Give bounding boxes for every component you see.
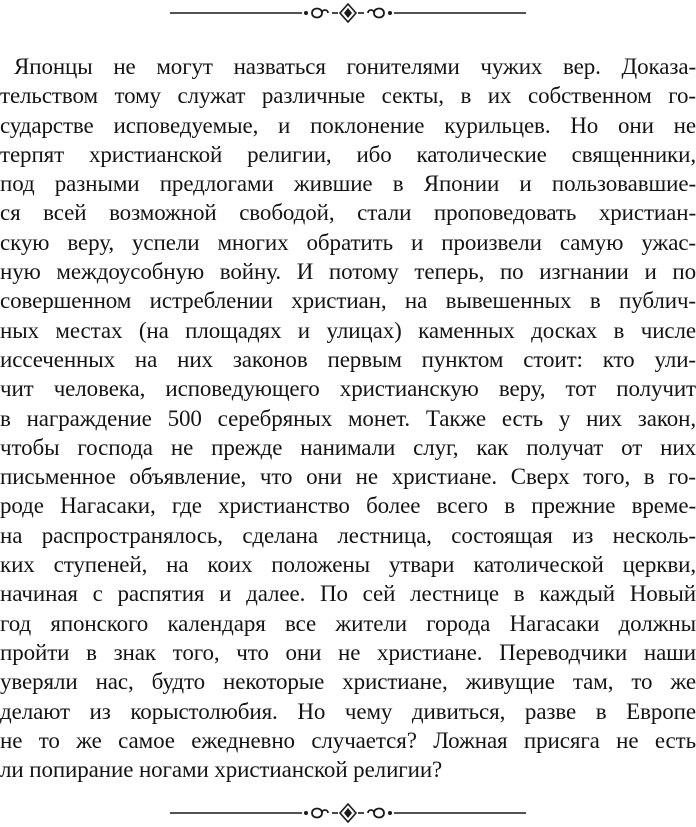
text-line: уверяли нас, будто некоторые христиане, живущие там, то же xyxy=(0,669,696,695)
body-text xyxy=(0,52,696,784)
text-line: ли попирание ногами христианской религии? xyxy=(0,757,443,783)
text-line: Японцы не могут назваться гонителями чужих вер. Доказа- xyxy=(14,54,696,79)
text-line: тельством тому служат различные секты, в их собственном го- xyxy=(0,83,696,109)
text-line: ся всей возможной свободой, стали проповедовать христиан- xyxy=(0,200,696,226)
text-line: делают из корыстолюбия. Но чему дивиться, разве в Европе xyxy=(0,698,696,724)
text-line: совершенном истреблении христиан, на вывешенных в публич- xyxy=(0,288,696,314)
text-line: начиная с распятия и далее. По сей лестнице в каждый Новый xyxy=(0,581,696,607)
text-line: письменное объявление, что они не христиане. Сверх того, в го- xyxy=(0,464,696,490)
text-line: ких ступеней, на коих положены утвари католической церкви, xyxy=(0,552,696,578)
text-line: чтобы господа не прежде нанимали слуг, как получат от них xyxy=(0,434,696,460)
text-line: пройти в знак того, что они не христиане. Переводчики наши xyxy=(0,639,696,665)
text-line: иссеченных на них законов первым пунктом стоит: кто ули- xyxy=(0,346,696,372)
text-line: ных местах (на площадях и улицах) каменных досках в числе xyxy=(0,317,696,343)
bottom-ornament xyxy=(170,803,526,823)
text-line: в награждение 500 серебряных монет. Также есть у них закон, xyxy=(0,405,696,431)
text-line: под разными предлогами жившие в Японии и пользовавшие- xyxy=(0,171,696,197)
text-line: сударстве исповедуемые, и поклонение курильцев. Но они не xyxy=(0,112,696,138)
text-line: терпят христианской религии, ибо католические священники, xyxy=(0,141,696,167)
text-line: скую веру, успели многих обратить и произвели самую ужас- xyxy=(0,229,696,255)
top-ornament xyxy=(170,3,526,23)
text-line: на распространялось, сделана лестница, состоящая из несколь- xyxy=(0,522,696,548)
text-line: чит человека, исповедующего христианскую веру, тот получит xyxy=(0,376,696,402)
text-line: год японского календаря все жители города Нагасаки должны xyxy=(0,610,696,636)
text-line: ную междоусобную войну. И потому теперь, по изгнании и по xyxy=(0,259,696,285)
text-line: роде Нагасаки, где христианство более всего в прежние време- xyxy=(0,493,696,519)
text-line: не то же самое ежедневно случается? Ложная присяга не есть xyxy=(0,727,696,753)
